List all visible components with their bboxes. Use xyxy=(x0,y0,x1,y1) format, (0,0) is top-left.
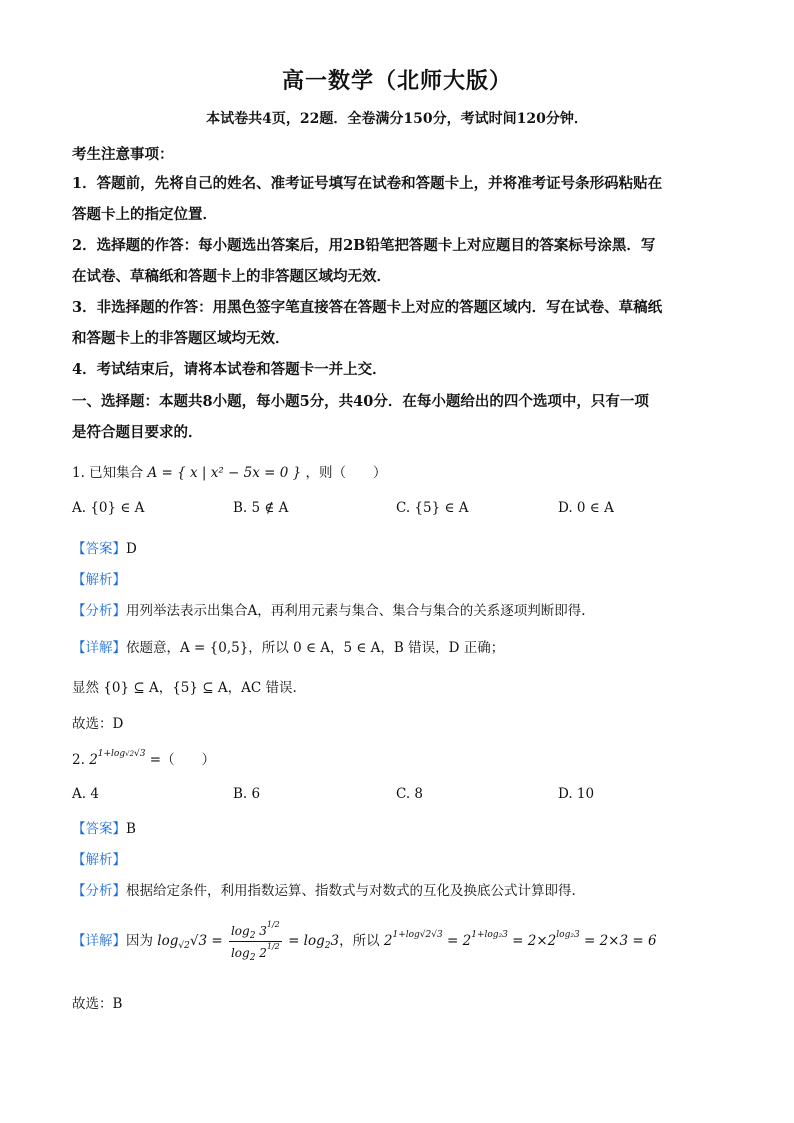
q2-answer-value: B xyxy=(126,821,136,837)
question-1-set: A = { x | x² − 5x = 0 } xyxy=(147,465,302,481)
q2-detail-result: = 2×3 = 6 xyxy=(583,933,657,949)
q1-fenxi-text: 用列举法表示出集合A，再利用元素与集合、集合与集合的关系逐项判断即得. xyxy=(126,603,586,619)
exam-info: 本试卷共4页，22题．全卷满分150分，考试时间120分钟． xyxy=(206,111,588,127)
question-2-prefix: 2. xyxy=(72,752,85,768)
notice-item-2-line1: 2．选择题的作答：每小题选出答案后，用2B铅笔把答题卡上对应题目的答案标号涂黑．写 xyxy=(72,237,656,254)
q2-answer-tag: 【答案】 xyxy=(72,821,126,837)
notice-item-4: 4．考试结束后，请将本试卷和答题卡一并上交． xyxy=(72,361,387,378)
q1-option-c: C. {5} ∈ A xyxy=(396,500,469,516)
q2-fenxi-tag: 【分析】 xyxy=(72,883,126,899)
notice-item-1-line2: 答题卡上的指定位置． xyxy=(72,206,217,223)
q1-detail-text: 依题意，A = {0,5}，所以 0 ∈ A，5 ∈ A，B 错误，D 正确； xyxy=(126,640,505,656)
question-1 xyxy=(72,461,387,481)
q2-fenxi-text: 根据给定条件，利用指数运算、指数式与对数式的互化及换底公式计算即得. xyxy=(126,883,576,899)
q2-detail-fraction: $\frac{\log_2 3^{1/2}}{\log_2 2^{1/2}}$ xyxy=(230,920,280,963)
q1-fenxi xyxy=(72,599,586,619)
question-1-suffix: ，则（ ） xyxy=(305,465,387,481)
q2-option-b: B. 6 xyxy=(233,786,261,802)
question-2 xyxy=(72,748,215,768)
q2-detail-log-expr: $\log_{√2}√3$ = xyxy=(157,933,223,951)
notice-item-1-line1: 1．答题前，先将自己的姓名、准考证号填写在试卷和答题卡上，并将准考证号条形码粘贴在 xyxy=(72,175,663,192)
q2-fenxi xyxy=(72,879,576,899)
q1-answer-value: D xyxy=(126,541,137,557)
section-heading-line1: 一、选择题：本题共8小题，每小题5分，共40分．在每小题给出的四个选项中，只有一项 xyxy=(72,393,649,410)
q1-option-a: A. {0} ∈ A xyxy=(72,500,145,516)
q1-conclusion: 故选：D xyxy=(72,716,124,732)
q2-detail-prefix: 因为 xyxy=(126,933,153,949)
q2-option-a: A. 4 xyxy=(72,786,99,802)
q2-analysis-heading xyxy=(72,848,126,868)
q1-detail-line2: 显然 {0} ⊆ A，{5} ⊆ A，AC 错误. xyxy=(72,680,297,696)
question-2-suffix: =（ ） xyxy=(149,752,216,768)
q1-analysis-heading xyxy=(72,568,126,588)
q1-answer xyxy=(72,537,137,557)
q2-option-d: D. 10 xyxy=(558,786,595,802)
q2-detail-mid: ，所以 xyxy=(339,933,380,949)
notice-item-2-line2: 在试卷、草稿纸和答题卡上的非答题区域均无效． xyxy=(72,268,391,285)
q2-detail-equals-log: = $\log_23$ xyxy=(288,933,340,951)
question-2-expression: $2^{1+log√2√3}$ xyxy=(89,749,146,768)
section-heading-line2: 是符合题目要求的． xyxy=(72,424,203,441)
notice-item-3-line1: 3．非选择题的作答：用黑色签字笔直接答在答题卡上对应的答题区域内．写在试卷、草稿纸 xyxy=(72,299,663,316)
q1-answer-tag: 【答案】 xyxy=(72,541,126,557)
q1-analysis-tag: 【解析】 xyxy=(72,572,126,588)
notice-heading: 考生注意事项： xyxy=(72,146,174,163)
q1-fenxi-tag: 【分析】 xyxy=(72,603,126,619)
page-title: 高一数学（北师大版） xyxy=(281,68,512,94)
q2-analysis-tag: 【解析】 xyxy=(72,852,126,868)
q1-detail xyxy=(72,636,504,656)
q2-answer xyxy=(72,817,136,837)
q2-detail xyxy=(72,920,657,963)
question-1-prefix: 1. 已知集合 xyxy=(72,465,144,481)
q1-option-d: D. 0 ∈ A xyxy=(558,500,614,516)
q2-detail-chain: $2^{1+log√2√3} = 2^{1+log_23} = 2\times 2^{log_23}$ xyxy=(383,930,580,949)
q2-conclusion: 故选：B xyxy=(72,996,123,1012)
q1-option-b: B. 5 ∉ A xyxy=(233,500,289,516)
q2-option-c: C. 8 xyxy=(396,786,424,802)
q2-detail-tag: 【详解】 xyxy=(72,933,126,949)
notice-item-3-line2: 和答题卡上的非答题区域均无效． xyxy=(72,330,290,347)
q1-detail-tag: 【详解】 xyxy=(72,640,126,656)
